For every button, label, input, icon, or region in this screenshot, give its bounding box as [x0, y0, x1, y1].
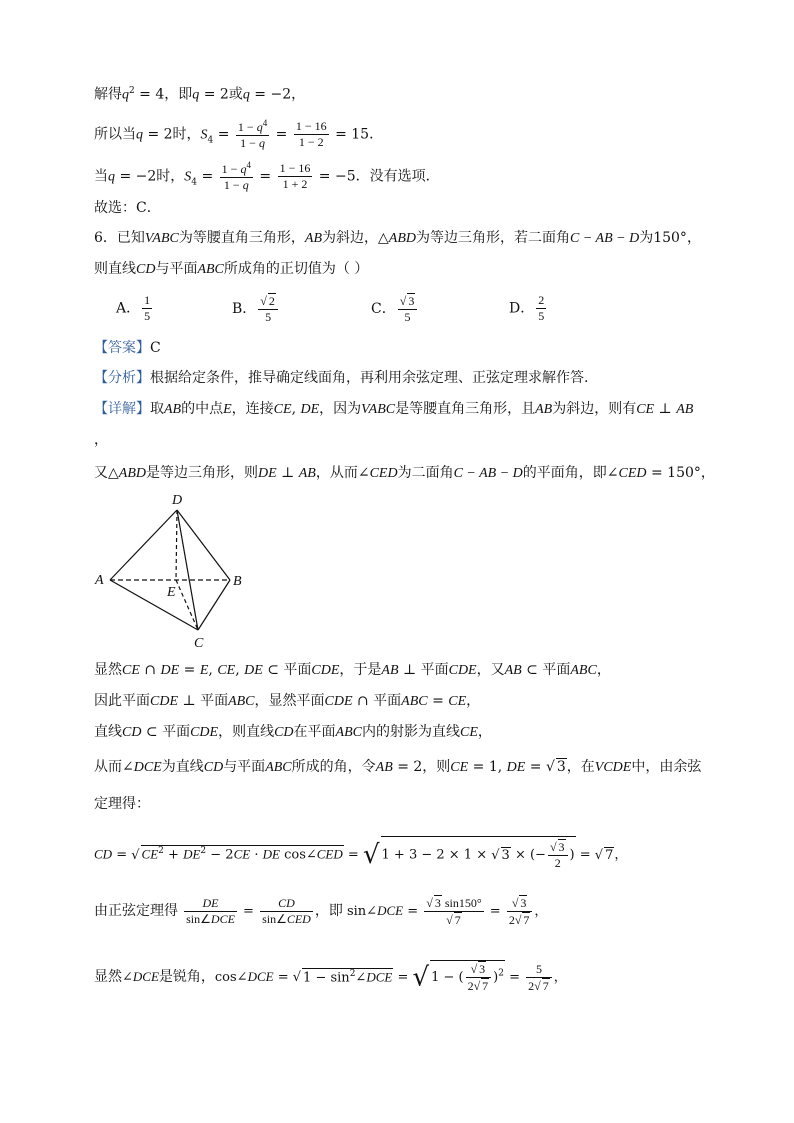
proof-line-3: 直线CD ⊂ 平面CDE，则直线CD在平面ABC内的射影为直线CE， — [94, 724, 492, 740]
proof-line-2: 因此平面CDE ⊥ 平面ABC，显然平面CDE ∩ 平面ABC = CE， — [94, 693, 481, 709]
solution-line-2: 所以当q = 2时，$S_4$ = $\frac{1 - q^4}{1 - q}$ = $\frac{1 - 16}{1 - 2}$ = 15． — [94, 118, 384, 150]
proof-line-1: 显然CE ∩ DE = E, CE, DE ⊂ 平面CDE，于是AB ⊥ 平面CDE，又AB ⊂ 平面ABC， — [94, 662, 611, 678]
solution-line-1: 解得$q^2 = 4$，即q = 2或q = −2， — [94, 86, 306, 103]
proof-line-5: 定理得： — [94, 796, 150, 812]
answer-line: 【答案】C — [94, 340, 161, 356]
detail-line-1-comma: ， — [94, 432, 108, 448]
cosine-law-formula: CD = √ $CE^2 + DE^2 - 2CE$ · DE cos∠CED = √ 1 + 3 − 2 × 1 × √ 3 × (− √ $\frac{3}{2}$ ) = √ 7， — [94, 836, 627, 871]
cosine-dce-formula: 显然∠DCE是锐角，cos∠DCE = √ $1 - \sin^2\angle DCE$ = √ 1 − ( √ $\frac{3}{2√ 7}$ )$^2$ = $\frac{5}{2√ 7}$ ， — [94, 960, 567, 994]
label-a: A — [95, 573, 104, 588]
option-c: C． √ $\frac{3}{5}$ — [371, 293, 419, 325]
solution-conclusion: 故选：C． — [94, 200, 161, 216]
question-6-line-2: 则直线CD与平面ABC所成角的正切值为（ ） — [94, 261, 369, 277]
tetrahedron-figure — [90, 490, 260, 655]
label-d: D — [172, 493, 183, 508]
question-6-line-1: 6．已知VABC为等腰直角三角形，AB为斜边，△ABD为等边三角形，若二面角C − AB − D为150°， — [94, 230, 701, 246]
detail-line-2: 又△ABD是等边三角形，则DE ⊥ AB，从而∠CED为二面角C − AB − D的平面角，即∠CED = 150°， — [94, 465, 715, 481]
option-b: B． √ $\frac{2}{5}$ — [232, 293, 280, 325]
edge-ce-hidden — [176, 580, 198, 630]
edge-da — [110, 510, 177, 580]
edge-de-hidden — [176, 510, 177, 580]
edge-bc — [198, 580, 230, 630]
sine-law-formula: 由正弦定理得 $\frac{DE}{\text{sin∠DCE}}$ = $\frac{CD}{\text{sin∠CED}}$ ，即 sin∠DCE = √ 3 sin150° √ 7 = √ $\frac{3}{2√ 7}$ ， — [94, 895, 547, 928]
solution-line-3: 当q = −2时，$S_4$ = $\frac{1 - q^4}{1 - q}$ = $\frac{1 - 16}{1 + 2}$ = −5．没有选项． — [94, 160, 440, 192]
label-c: C — [194, 636, 204, 651]
analysis-line: 【分析】根据给定条件，推导确定线面角，再利用余弦定理、正弦定理求解作答. — [94, 370, 589, 386]
label-b: B — [233, 574, 242, 589]
option-d: D． $\frac{2}{5}$ — [509, 293, 545, 323]
edge-db — [177, 510, 230, 580]
edge-ac — [110, 580, 198, 630]
option-a: A． $\frac{1}{5}$ — [116, 293, 151, 323]
label-e: E — [167, 585, 176, 600]
edge-dc — [177, 510, 198, 630]
proof-line-4: 从而∠DCE为直线CD与平面ABC所成的角，令AB = 2，则CE = 1, DE = √ 3，在VCDE中，由余弦 — [94, 758, 701, 776]
detail-line-1: 【详解】取AB的中点E，连接CE, DE，因为VABC是等腰直角三角形，且AB为斜边，则有CE ⊥ AB — [94, 401, 694, 417]
